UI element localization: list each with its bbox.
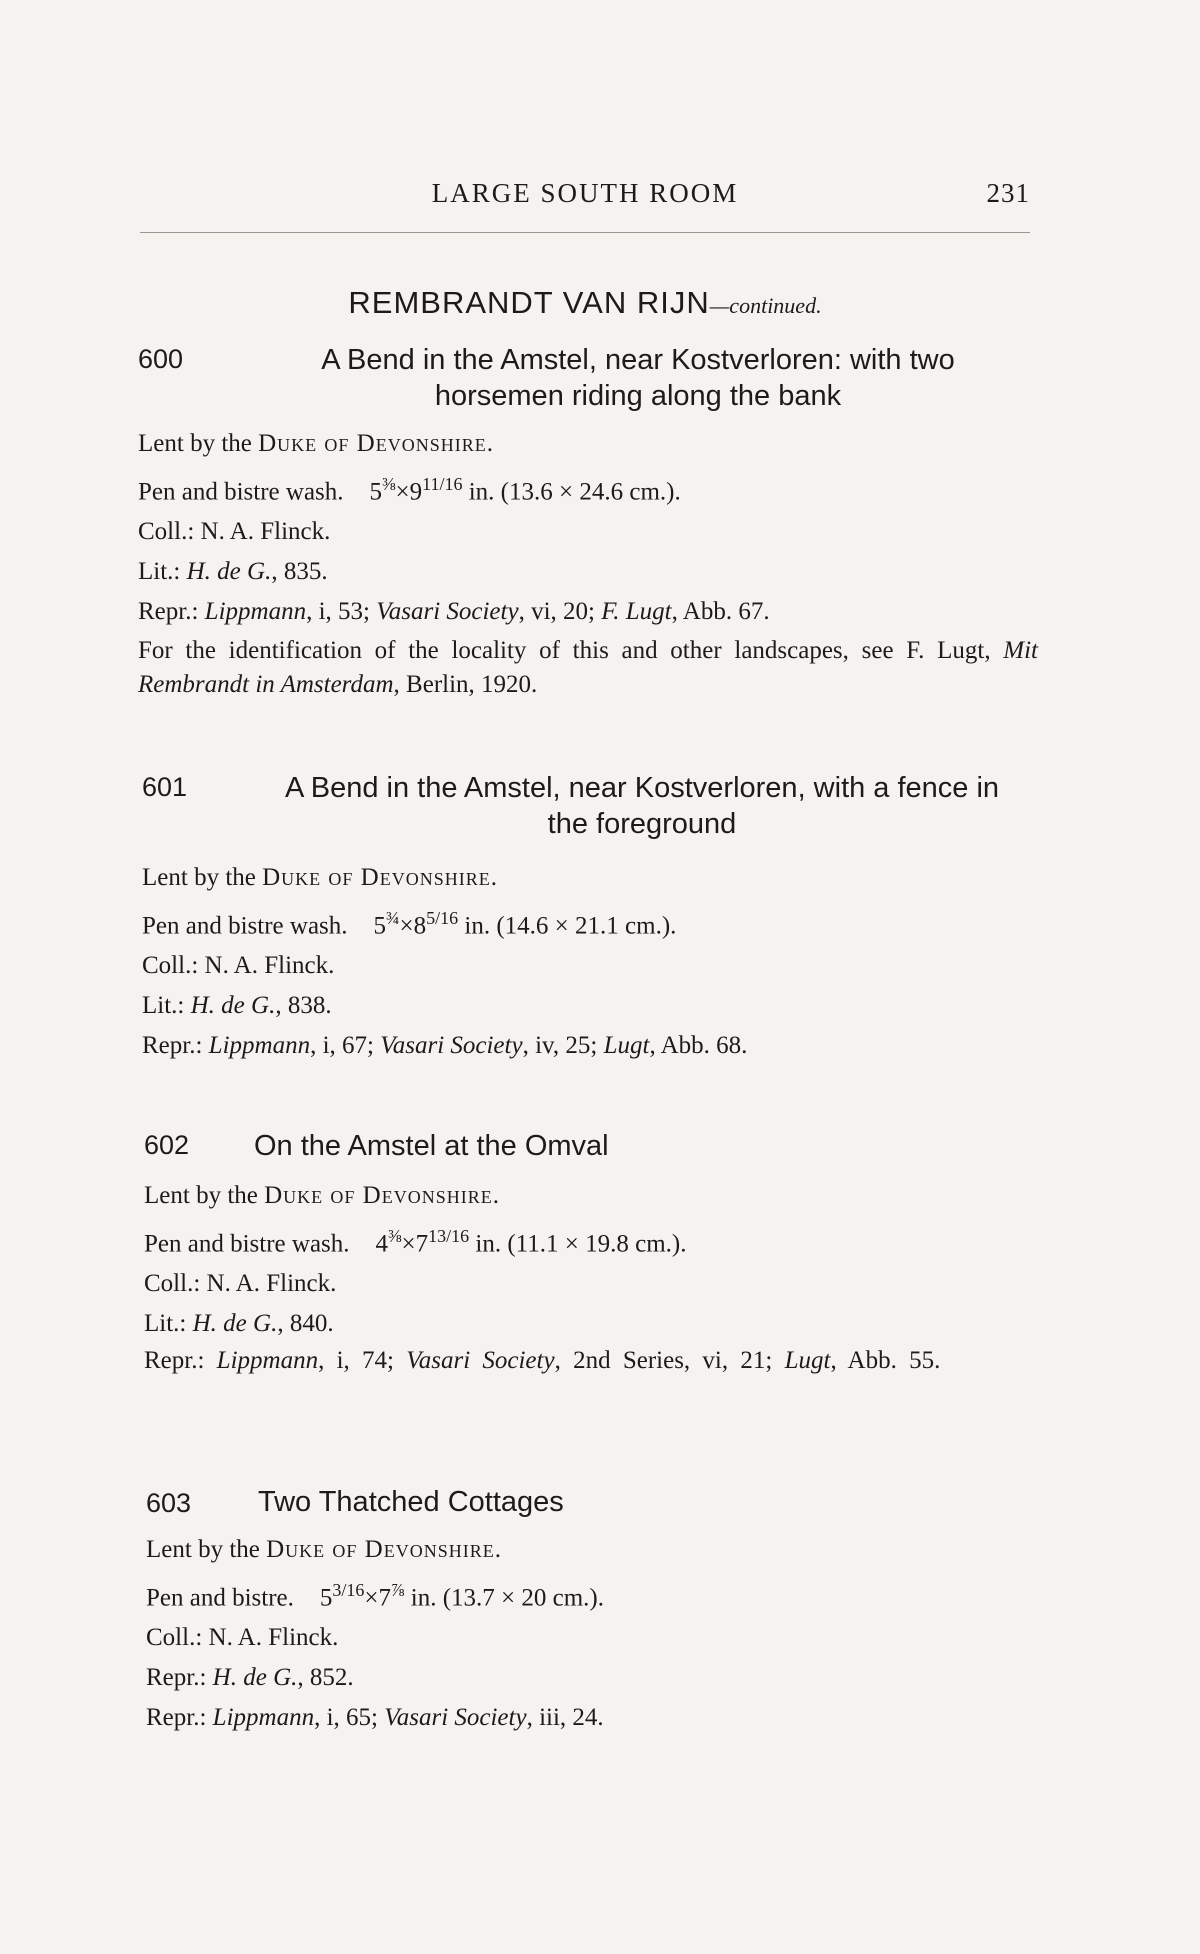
collection-line: Coll.: N. A. Flinck.: [146, 1624, 339, 1652]
page-number: 231: [986, 178, 1030, 208]
entry-title: Two Thatched Cottages: [258, 1486, 564, 1518]
continued-label: —continued.: [709, 293, 822, 318]
lender-name: Duke of Devonshire.: [264, 1182, 500, 1209]
catalogue-entry-602: [144, 1128, 1044, 1378]
catalogue-entry-601: [142, 770, 1042, 1066]
collection-line: Coll.: N. A. Flinck.: [138, 518, 331, 546]
reproduction-line: Repr.: Lippmann, i, 67; Vasari Society, iv, 25; Lugt, Abb. 68.: [142, 1032, 748, 1060]
entry-number: 602: [144, 1130, 190, 1160]
medium-line: Pen and bistre wash. $5^{\frac{3}{8}}\times 9^{11/16}$ in. (13.6 × 24.6 cm.).: [138, 474, 681, 506]
entry-number: 601: [142, 772, 188, 802]
collection-line: Coll.: N. A. Flinck.: [142, 952, 335, 980]
lender-name: Duke of Devonshire.: [258, 430, 494, 457]
catalogue-entry-600: [138, 342, 1038, 702]
entry-note: For the identification of the locality of this and other landscapes, see F. Lugt, Mit Rembrandt in Amsterdam, Berlin, 1920.: [138, 637, 1038, 699]
lender-name: Duke of Devonshire.: [266, 1536, 502, 1563]
medium-line: Pen and bistre wash. $4^{\frac{3}{8}}\times 7^{13/16}$ in. (11.1 × 19.8 cm.).: [144, 1226, 687, 1258]
section-heading: [140, 285, 1030, 321]
reproduction-line: Repr.: Lippmann, i, 65; Vasari Society, iii, 24.: [146, 1704, 604, 1732]
header-rule: [140, 232, 1030, 233]
lender-line: Lent by the Duke of Devonshire.: [146, 1536, 502, 1563]
literature-line: Lit.: H. de G., 840.: [144, 1310, 334, 1338]
reproduction-line: Repr.: Lippmann, i, 74; Vasari Society, 2nd Series, vi, 21; Lugt, Abb. 55.: [144, 1347, 941, 1375]
running-title: LARGE SOUTH ROOM: [431, 178, 739, 208]
page-header: [140, 178, 1030, 212]
collection-line: Coll.: N. A. Flinck.: [144, 1270, 337, 1298]
medium-line: Pen and bistre wash. $5^{\frac{3}{4}}\times 8^{5/16}$ in. (14.6 × 21.1 cm.).: [142, 908, 677, 940]
entry-number: 603: [146, 1488, 192, 1518]
lender-line: Lent by the Duke of Devonshire.: [142, 864, 498, 891]
entry-number: 600: [138, 344, 184, 374]
reproduction-line: Repr.: Lippmann, i, 53; Vasari Society, vi, 20; F. Lugt, Abb. 67.: [138, 598, 770, 626]
lender-line: Lent by the Duke of Devonshire.: [144, 1182, 500, 1209]
lender-line: Lent by the Duke of Devonshire.: [138, 430, 494, 457]
medium-line: Pen and bistre. $5^{3/16}\times 7^{\frac{7}{8}}$ in. (13.7 × 20 cm.).: [146, 1580, 605, 1612]
literature-line: Lit.: H. de G., 838.: [142, 992, 332, 1020]
reproduction-line: Repr.: H. de G., 852.: [146, 1664, 354, 1692]
lender-name: Duke of Devonshire.: [262, 864, 498, 891]
entry-title: On the Amstel at the Omval: [254, 1130, 609, 1162]
entry-title: A Bend in the Amstel, near Kostverloren, with a fence in the foreground: [284, 772, 1000, 840]
catalogue-entry-603: [146, 1484, 1046, 1738]
artist-name: REMBRANDT VAN RIJN: [348, 285, 710, 320]
literature-line: Lit.: H. de G., 835.: [138, 558, 328, 586]
entry-title: A Bend in the Amstel, near Kostverloren: with two horsemen riding along the bank: [321, 344, 955, 412]
